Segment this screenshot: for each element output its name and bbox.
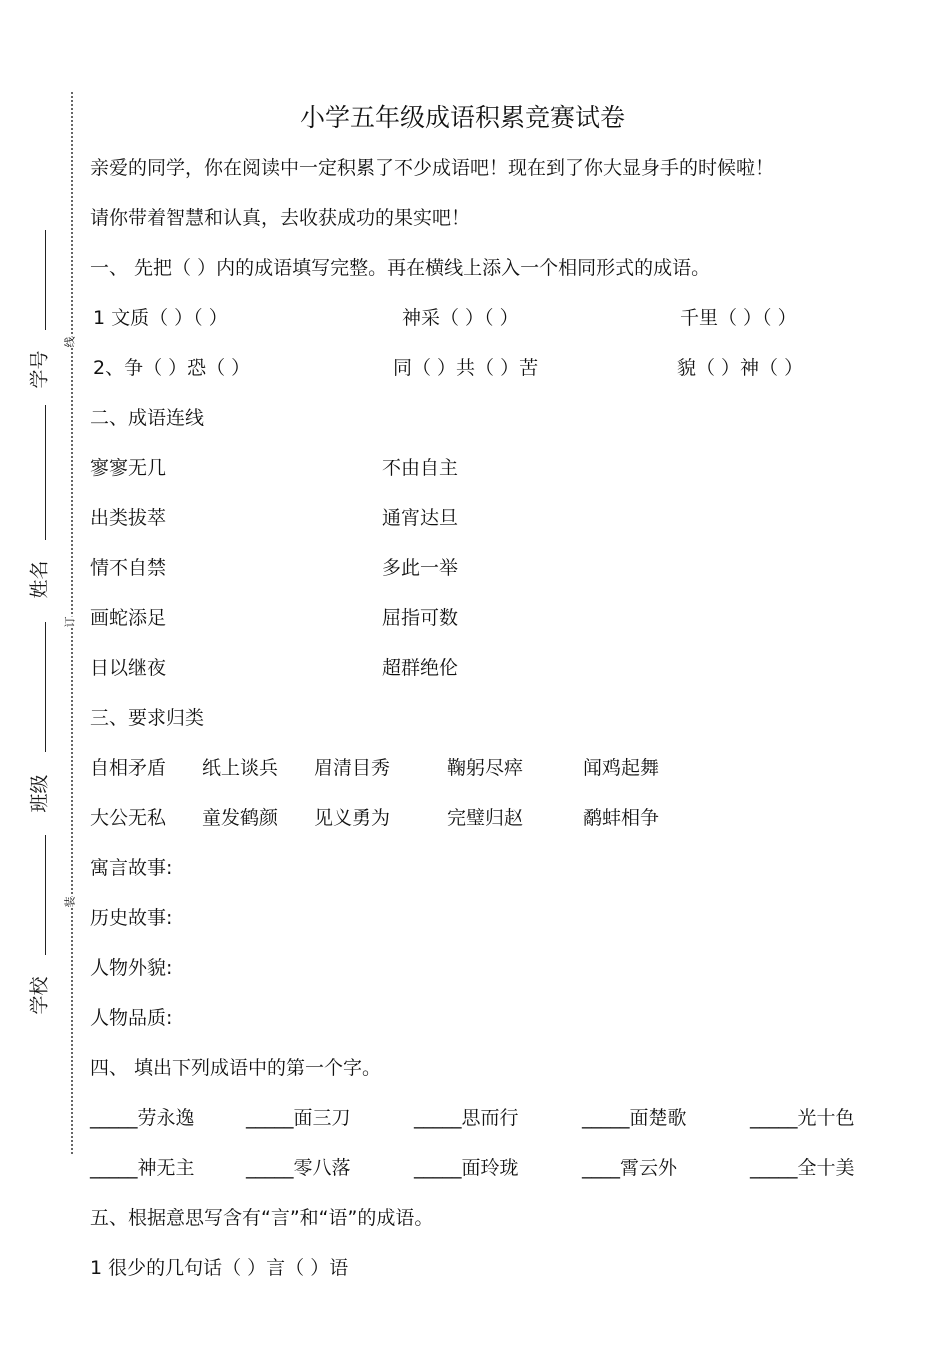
fill-first-char-item[interactable]: _____全十美 [750, 1157, 855, 1179]
section5-heading: 五、根据意思写含有“言”和“语”的成语。 [90, 1207, 434, 1229]
fill-first-char-item[interactable]: _____零八落 [246, 1157, 351, 1179]
match-right-item[interactable]: 超群绝伦 [382, 657, 459, 679]
idiom-word: 眉清目秀 [314, 757, 391, 779]
student-id-field[interactable] [45, 230, 46, 330]
section1-item[interactable]: 貌（ ）神（ ） [677, 357, 804, 379]
section2-heading: 二、成语连线 [90, 407, 205, 429]
fill-first-char-item[interactable]: ____霄云外 [582, 1157, 678, 1179]
binding-mark-line: 线 [63, 336, 77, 348]
category-character[interactable]: 人物品质: [90, 1007, 173, 1029]
fill-first-char-item[interactable]: _____光十色 [750, 1107, 855, 1129]
match-left-item[interactable]: 日以继夜 [90, 657, 167, 679]
class-label: 班级 [28, 774, 51, 813]
fill-first-char-item[interactable]: _____劳永逸 [90, 1107, 195, 1129]
section4-heading: 四、 填出下列成语中的第一个字。 [90, 1057, 382, 1079]
idiom-word: 完璧归赵 [447, 807, 524, 829]
section5-item[interactable]: 1 很少的几句话（ ）言（ ）语 [90, 1257, 349, 1279]
match-right-item[interactable]: 屈指可数 [382, 607, 459, 629]
category-history[interactable]: 历史故事: [90, 907, 173, 929]
category-fable[interactable]: 寓言故事: [90, 857, 173, 879]
class-field[interactable] [45, 622, 46, 752]
idiom-word: 大公无私 [90, 807, 167, 829]
match-right-item[interactable]: 不由自主 [382, 457, 459, 479]
student-name-label: 姓名 [28, 560, 51, 599]
idiom-word: 闻鸡起舞 [583, 757, 660, 779]
fill-first-char-item[interactable]: _____思而行 [414, 1107, 519, 1129]
idiom-word: 鹬蚌相争 [583, 807, 660, 829]
idiom-word: 自相矛盾 [90, 757, 167, 779]
fill-first-char-item[interactable]: _____面玲珑 [414, 1157, 519, 1179]
school-field[interactable] [45, 835, 46, 955]
student-name-field[interactable] [45, 405, 46, 540]
student-id-label: 学号 [28, 350, 51, 389]
match-left-item[interactable]: 寥寥无几 [90, 457, 167, 479]
match-left-item[interactable]: 出类拔萃 [90, 507, 167, 529]
school-label: 学校 [28, 976, 51, 1015]
intro-line-2: 请你带着智慧和认真，去收获成功的果实吧！ [90, 207, 471, 229]
section3-heading: 三、要求归类 [90, 707, 205, 729]
match-left-item[interactable]: 画蛇添足 [90, 607, 167, 629]
section1-item[interactable]: 神采（ ）（ ） [402, 307, 519, 329]
idiom-word: 见义勇为 [314, 807, 391, 829]
match-right-item[interactable]: 通宵达旦 [382, 507, 459, 529]
intro-line-1: 亲爱的同学，你在阅读中一定积累了不少成语吧！现在到了你大显身手的时候啦！ [90, 157, 775, 179]
category-appearance[interactable]: 人物外貌: [90, 957, 173, 979]
fill-first-char-item[interactable]: _____神无主 [90, 1157, 195, 1179]
idiom-word: 纸上谈兵 [202, 757, 279, 779]
idiom-word: 童发鹤颜 [202, 807, 279, 829]
section1-item[interactable]: 同（ ）共（ ）苦 [393, 357, 539, 379]
page-title: 小学五年级成语积累竞赛试卷 [300, 103, 626, 132]
section1-heading: 一、 先把（ ）内的成语填写完整。再在横线上添入一个相同形式的成语。 [90, 257, 711, 279]
fill-first-char-item[interactable]: _____面三刀 [246, 1107, 351, 1129]
section1-item[interactable]: 1 文质（ ）（ ） [93, 307, 228, 329]
section1-item[interactable]: 2、争（ ）恐（ ） [93, 357, 251, 379]
idiom-word: 鞠躬尽瘁 [447, 757, 524, 779]
section1-item[interactable]: 千里（ ）（ ） [680, 307, 797, 329]
fill-first-char-item[interactable]: _____面楚歌 [582, 1107, 687, 1129]
binding-mark-bind: 装 [63, 896, 77, 908]
match-left-item[interactable]: 情不自禁 [90, 557, 167, 579]
binding-mark-order: 订 [63, 616, 77, 628]
match-right-item[interactable]: 多此一举 [382, 557, 459, 579]
